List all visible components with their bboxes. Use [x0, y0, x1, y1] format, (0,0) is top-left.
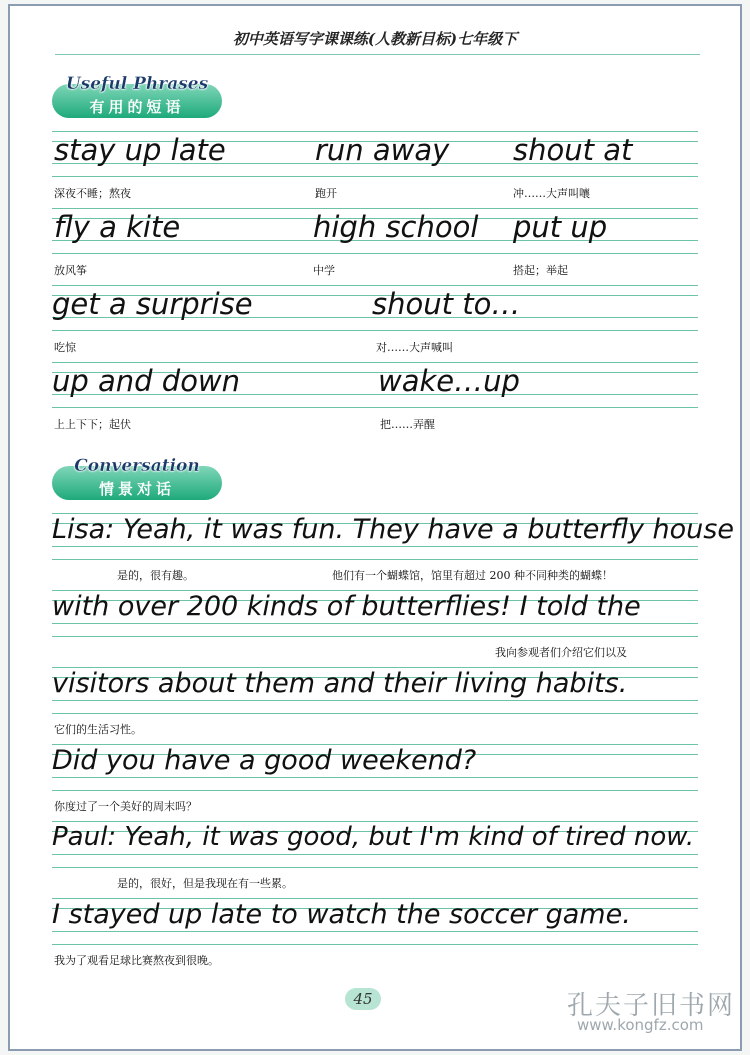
conversation-line-chinese: 它们的生活习性。 [54, 723, 142, 736]
conversation-line-chinese: 你度过了一个美好的周末吗？ [54, 800, 197, 813]
rule-line [52, 854, 698, 855]
page-number: 45 [345, 988, 381, 1010]
rule-line [52, 362, 698, 363]
conversation-badge [52, 456, 222, 500]
phrase-english: up and down [52, 364, 241, 398]
rule-line [52, 713, 698, 714]
phrase-chinese: 跑开 [315, 187, 337, 200]
conversation-line-english: I stayed up late to watch the soccer game. [52, 899, 631, 930]
phrase-english: wake…up [378, 364, 520, 398]
phrase-chinese: 吃惊 [54, 341, 76, 354]
header-divider [55, 54, 700, 55]
rule-line [52, 407, 698, 408]
rule-line [52, 176, 698, 177]
rule-line [52, 559, 698, 560]
conversation-line-english: with over 200 kinds of butterflies! I told the [52, 591, 641, 622]
rule-line [52, 636, 698, 637]
phrase-english: shout to… [372, 287, 521, 321]
useful-phrases-badge [52, 74, 222, 118]
conversation-line-english: Paul: Yeah, it was good, but I'm kind of tired now. [52, 822, 695, 852]
conversation-line-chinese: 他们有一个蝴蝶馆，馆里有超过 200 种不同种类的蝴蝶！ [332, 569, 613, 582]
phrase-english: high school [313, 210, 479, 244]
watermark-logo-text: 孔夫子旧书网 [567, 991, 736, 1021]
rule-line [52, 546, 698, 547]
rule-line [52, 253, 698, 254]
phrase-chinese: 冲……大声叫嚷 [513, 187, 590, 200]
watermark-url: www.kongfz.com [577, 1016, 704, 1034]
badge-chinese-label: 有用的短语 [89, 98, 185, 116]
rule-line [52, 208, 698, 209]
badge-chinese-label: 情景对话 [98, 480, 175, 498]
phrase-english: fly a kite [54, 210, 181, 244]
phrase-chinese: 把……弄醒 [380, 418, 435, 431]
conversation-line-chinese: 我向参观者们介绍它们以及 [495, 646, 627, 659]
rule-line [52, 790, 698, 791]
conversation-line-english: Did you have a good weekend? [52, 745, 477, 776]
conversation-line-chinese: 是的，很有趣。 [117, 569, 194, 582]
badge-english-label: Useful Phrases [65, 74, 209, 94]
page-header-title: 初中英语写字课课练(人教新目标)七年级下 [232, 30, 518, 48]
conversation-line-chinese: 我为了观看足球比赛熬夜到很晚。 [54, 954, 219, 967]
phrase-chinese: 上上下下；起伏 [54, 418, 131, 431]
rule-line [52, 931, 698, 932]
rule-line [52, 131, 698, 132]
conversation-line-chinese: 是的，很好，但是我现在有一些累。 [117, 877, 293, 890]
phrase-english: shout at [513, 133, 633, 167]
phrase-chinese: 对……大声喊叫 [376, 341, 453, 354]
phrase-english: run away [315, 133, 450, 167]
rule-line [52, 330, 698, 331]
rule-line [52, 944, 698, 945]
rule-line [52, 867, 698, 868]
conversation-line-english: visitors about them and their living habits. [52, 668, 628, 699]
phrase-english: get a surprise [52, 287, 253, 321]
rule-line [52, 700, 698, 701]
conversation-line-english: Lisa: Yeah, it was fun. They have a butterfly house [52, 514, 734, 545]
phrase-chinese: 深夜不睡；熬夜 [54, 187, 131, 200]
rule-line [52, 285, 698, 286]
phrase-chinese: 中学 [313, 264, 335, 277]
rule-line [52, 777, 698, 778]
rule-line [52, 623, 698, 624]
phrase-chinese: 放风筝 [54, 264, 87, 277]
phrase-english: stay up late [54, 133, 226, 167]
phrase-chinese: 搭起；举起 [513, 264, 568, 277]
badge-english-label: Conversation [74, 456, 200, 476]
phrase-english: put up [513, 210, 608, 244]
